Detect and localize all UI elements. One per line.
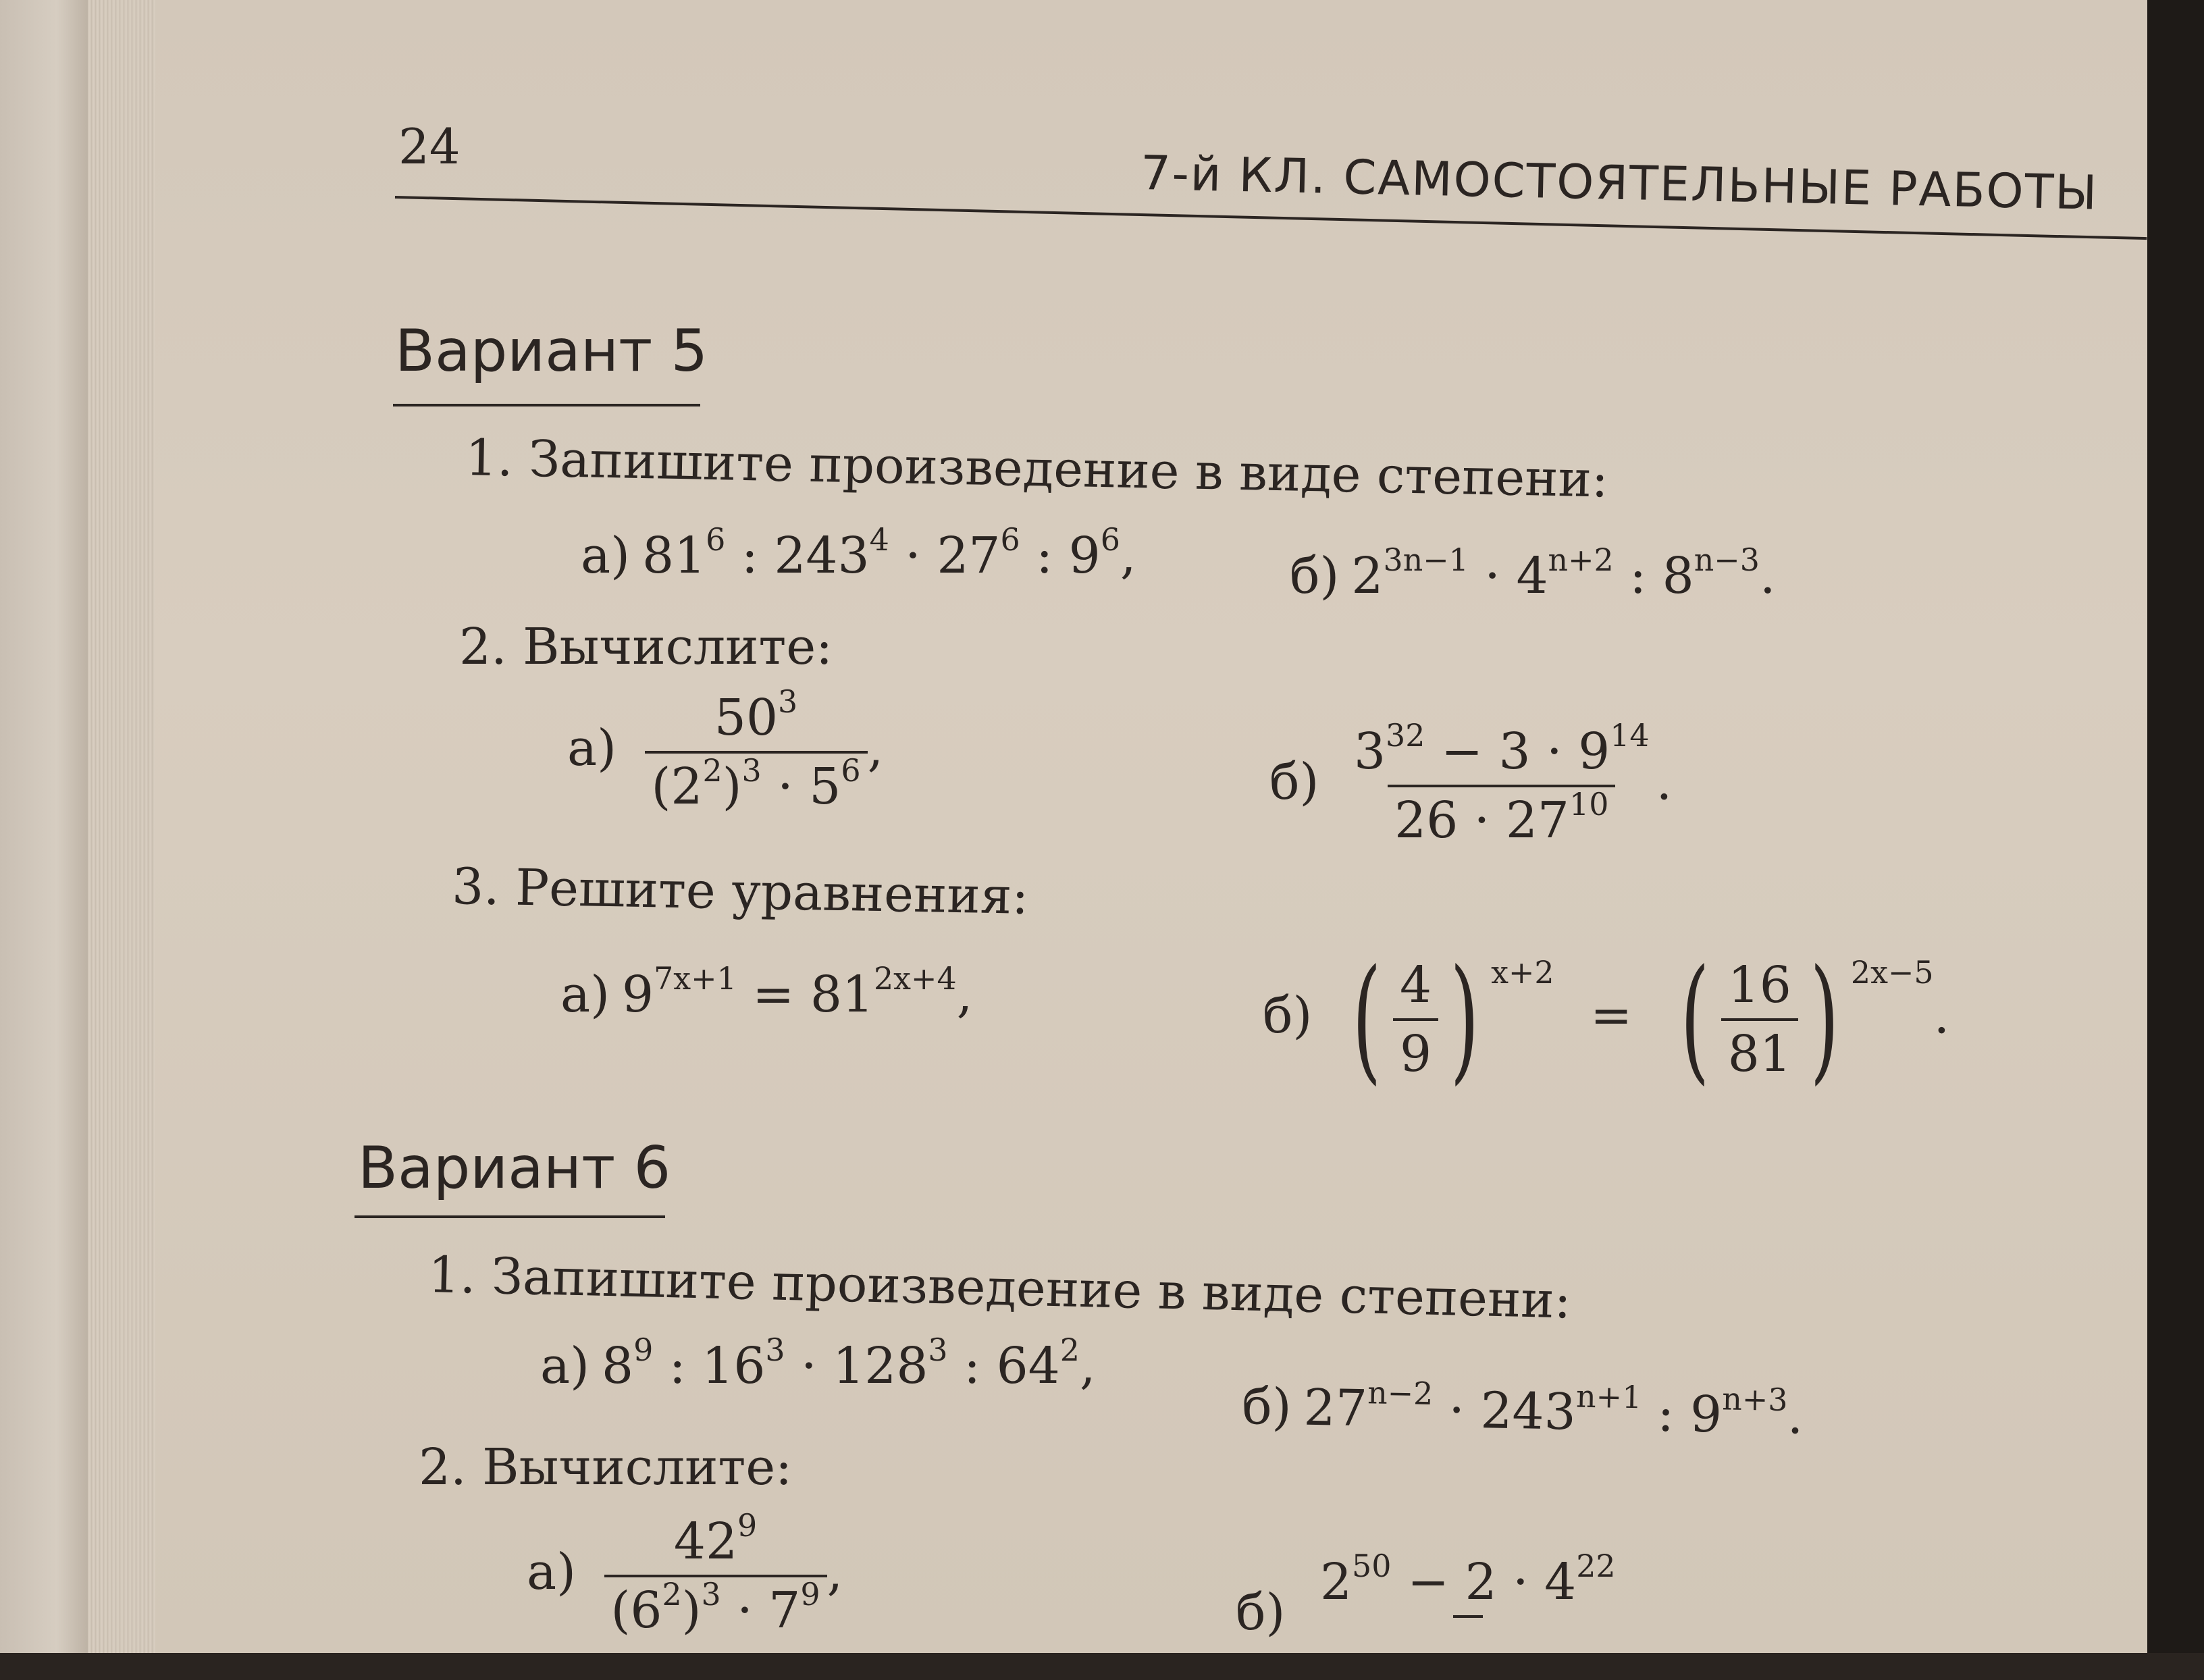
v5-task1-a: а) $81^6$ : $243^4 \cdot 27^6$ : $9^6$,: [581, 521, 1136, 585]
v6-task1-a: а) $8^9$ : $16^3 \cdot 128^3$ : $64^2$,: [540, 1331, 1096, 1395]
book-page-edges: [88, 0, 162, 1653]
v5-task3-title: 3. Решите уравнения:: [451, 858, 1030, 926]
item-label: б): [1290, 547, 1340, 605]
item-label: б): [1241, 1377, 1292, 1437]
v6-task1-title: 1. Запишите произведение в виде степени:: [427, 1246, 1572, 1330]
v6-task2-b: [1236, 1547, 1623, 1680]
running-header: 7-й КЛ. САМОСТОЯТЕЛЬНЫЕ РАБОТЫ: [1140, 145, 2099, 221]
fraction: $\frac{3^{32} - 3 \cdot 9^{14}}{26 \cdot 27^{10}}$: [1353, 716, 1650, 849]
v5-task1-b: б) $2^{3n-1} \cdot 4^{n+2}$ : $8^{n-3}$.: [1290, 541, 1776, 605]
v6-task2-title: 2. Вычислите:: [419, 1438, 793, 1496]
dark-background-edge: [2147, 0, 2204, 1653]
page-number: 24: [398, 118, 461, 175]
item-label: а): [560, 966, 610, 1024]
v6-task1-b: б) $27^{n-2} \cdot 243^{n+1}$ : $9^{n+3}$.: [1241, 1374, 1804, 1446]
v5-task1-title: 1. Запишите произведение в виде степени:: [465, 429, 1609, 509]
variant-5-underline: [393, 404, 700, 406]
item-label: б): [1236, 1583, 1286, 1642]
item-label: а): [540, 1337, 589, 1395]
background-surface: [0, 0, 95, 1653]
item-label: б): [1269, 753, 1319, 812]
v5-task2-b: б) $\frac{3^{32} - 3 \cdot 9^{14}}{26 \cdot 27^{10}}$ .: [1269, 716, 1673, 849]
v5-task2-a: а) $\frac{50^3}{(2^2)^3 \cdot 5^6}$ ,: [567, 683, 884, 816]
item-label: а): [567, 719, 616, 778]
fraction: $\frac{50^3}{(2^2)^3 \cdot 5^6}$: [645, 689, 868, 816]
item-label: а): [527, 1543, 576, 1602]
fraction: $2^{50} - 2 \cdot 4^{22}$: [1313, 1553, 1623, 1680]
fraction: $\frac{4}{9}$: [1393, 956, 1438, 1083]
variant-6-underline: [355, 1215, 665, 1218]
fraction: $\frac{16}{81}$: [1721, 956, 1798, 1083]
item-label: б): [1263, 987, 1313, 1045]
variant-6-title: Вариант 6: [358, 1134, 671, 1202]
v5-task3-b: б) ( $\frac{4}{9}$ ) $^{x+2}$ = ( $\frac{16}{81}$ ) $^{2x-5}$.: [1263, 941, 1950, 1098]
v5-task2-title: 2. Вычислите:: [459, 618, 833, 676]
v5-task3-a: а) $9^{7x+1} = 81^{2x+4}$,: [560, 960, 973, 1024]
item-label: а): [581, 527, 630, 585]
variant-5-title: Вариант 5: [395, 317, 708, 385]
book-page: [155, 0, 2147, 1653]
v6-task2-a: а) $\frac{42^9}{(6^2)^3 \cdot 7^9}$ ,: [527, 1506, 843, 1639]
fraction: $\frac{42^9}{(6^2)^3 \cdot 7^9}$: [604, 1513, 827, 1639]
